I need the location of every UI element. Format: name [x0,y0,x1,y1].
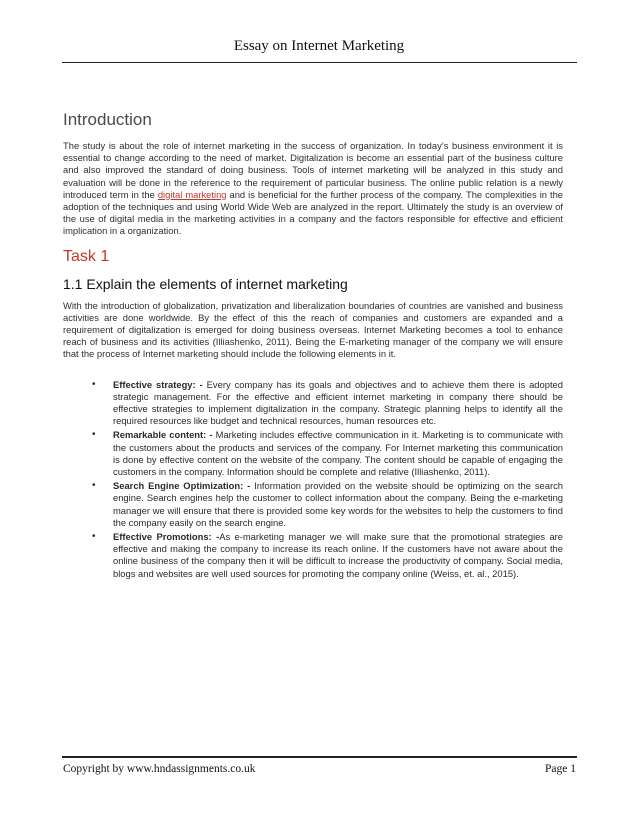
footer-copyright: Copyright by www.hndassignments.co.uk [63,763,256,775]
footer-rule [62,756,577,758]
task-subheading: 1.1 Explain the elements of internet marketing [63,275,348,292]
task-paragraph: With the introduction of globalization, privatization and liberalization boundaries of countries are vanished and business activities are done worldwide. By the effect of this the reach of companies and customers are expanded and a requirement of digitalization is emerged for doing business overseas. Internet Marketing becomes a tool to enhance reach of business and its activities (Illiashenko, 2011). Being the E-marketing manager of the company we will ensure that the process of Internet marketing should include the following elements in it. [63,299,563,360]
header-rule [62,62,577,63]
list-item [63,379,563,428]
bullet-title: Search Engine Optimization: - [113,480,251,492]
bullet-title: Effective Promotions: - [113,531,220,543]
list-item [63,531,563,580]
page-header-title: Essay on Internet Marketing [233,38,405,54]
intro-text-part-1: The study is about the role of internet marketing in the success of organization. In today’s business environment it is essential to change according to the need of market. Digitalization is become an essential part of the business culture and also improved the standard of doing business. Tools of internet marketing will be analyzed in this study and evaluation will be done in the reference to the requirement of particular business. The online public relation is a newly introduced term in the [63,140,563,200]
list-item [63,480,563,529]
footer-page-number: Page 1 [545,763,576,775]
bullet-text: Every company has its goals and objectives and to achieve them there is adopted strategic management. For the effective and efficient internet marketing in company there should be effective strategies to implement digitalization in the company. Strategic planning helps to identify all the required resources like budget and technical resources, human resources etc. [113,378,563,427]
bullet-icon: • [92,531,96,543]
digital-marketing-link[interactable]: digital marketing [157,188,227,200]
task-heading: Task 1 [63,247,110,265]
elements-list [63,379,563,580]
bullet-title: Effective strategy: - [113,378,203,390]
list-item [63,429,563,478]
intro-text-part-2: and is beneficial for the further process of the company. The complexities in the adoption of the techniques and using World Wide Web are analyzed in the report. Ultimately the study is an overview of the use of digital media in the marketing activities in a company and the factors responsible for effective and efficient implication in a organization. [63,188,564,237]
bullet-icon: • [92,480,96,492]
introduction-heading: Introduction [63,110,152,129]
bullet-text: Information provided on the website should be optimizing on the search engine. Search engines help the customer to collect information about the company. Being the e-marketing manager we will ensure that there is provided some key words for the websites to help the customers to find the company easily on the search engine. [113,480,563,528]
bullet-icon: • [92,378,96,390]
introduction-paragraph [63,140,563,238]
bullet-text: Marketing includes effective communication in it. Marketing is to communicate with the customers about the products and services of the company. For Internet marketing this communication is done by effective content on the website of the company. The content should be capable of engaging the customers in the company. Information should be complete and relative (Illiashenko, 2011). [113,429,564,478]
bullet-title: Remarkable content: - [113,429,213,441]
document-body [63,110,563,582]
bullet-text: As e-marketing manager we will make sure that the promotional strategies are effective and making the company to increase its reach online. If the customers have not aware about the online business of the company then it will be difficult to increase the productivity of company. Social media, blogs and websites are well used sources for promoting the company online (Weiss, et. al., 2015). [113,531,563,579]
bullet-icon: • [92,429,96,441]
